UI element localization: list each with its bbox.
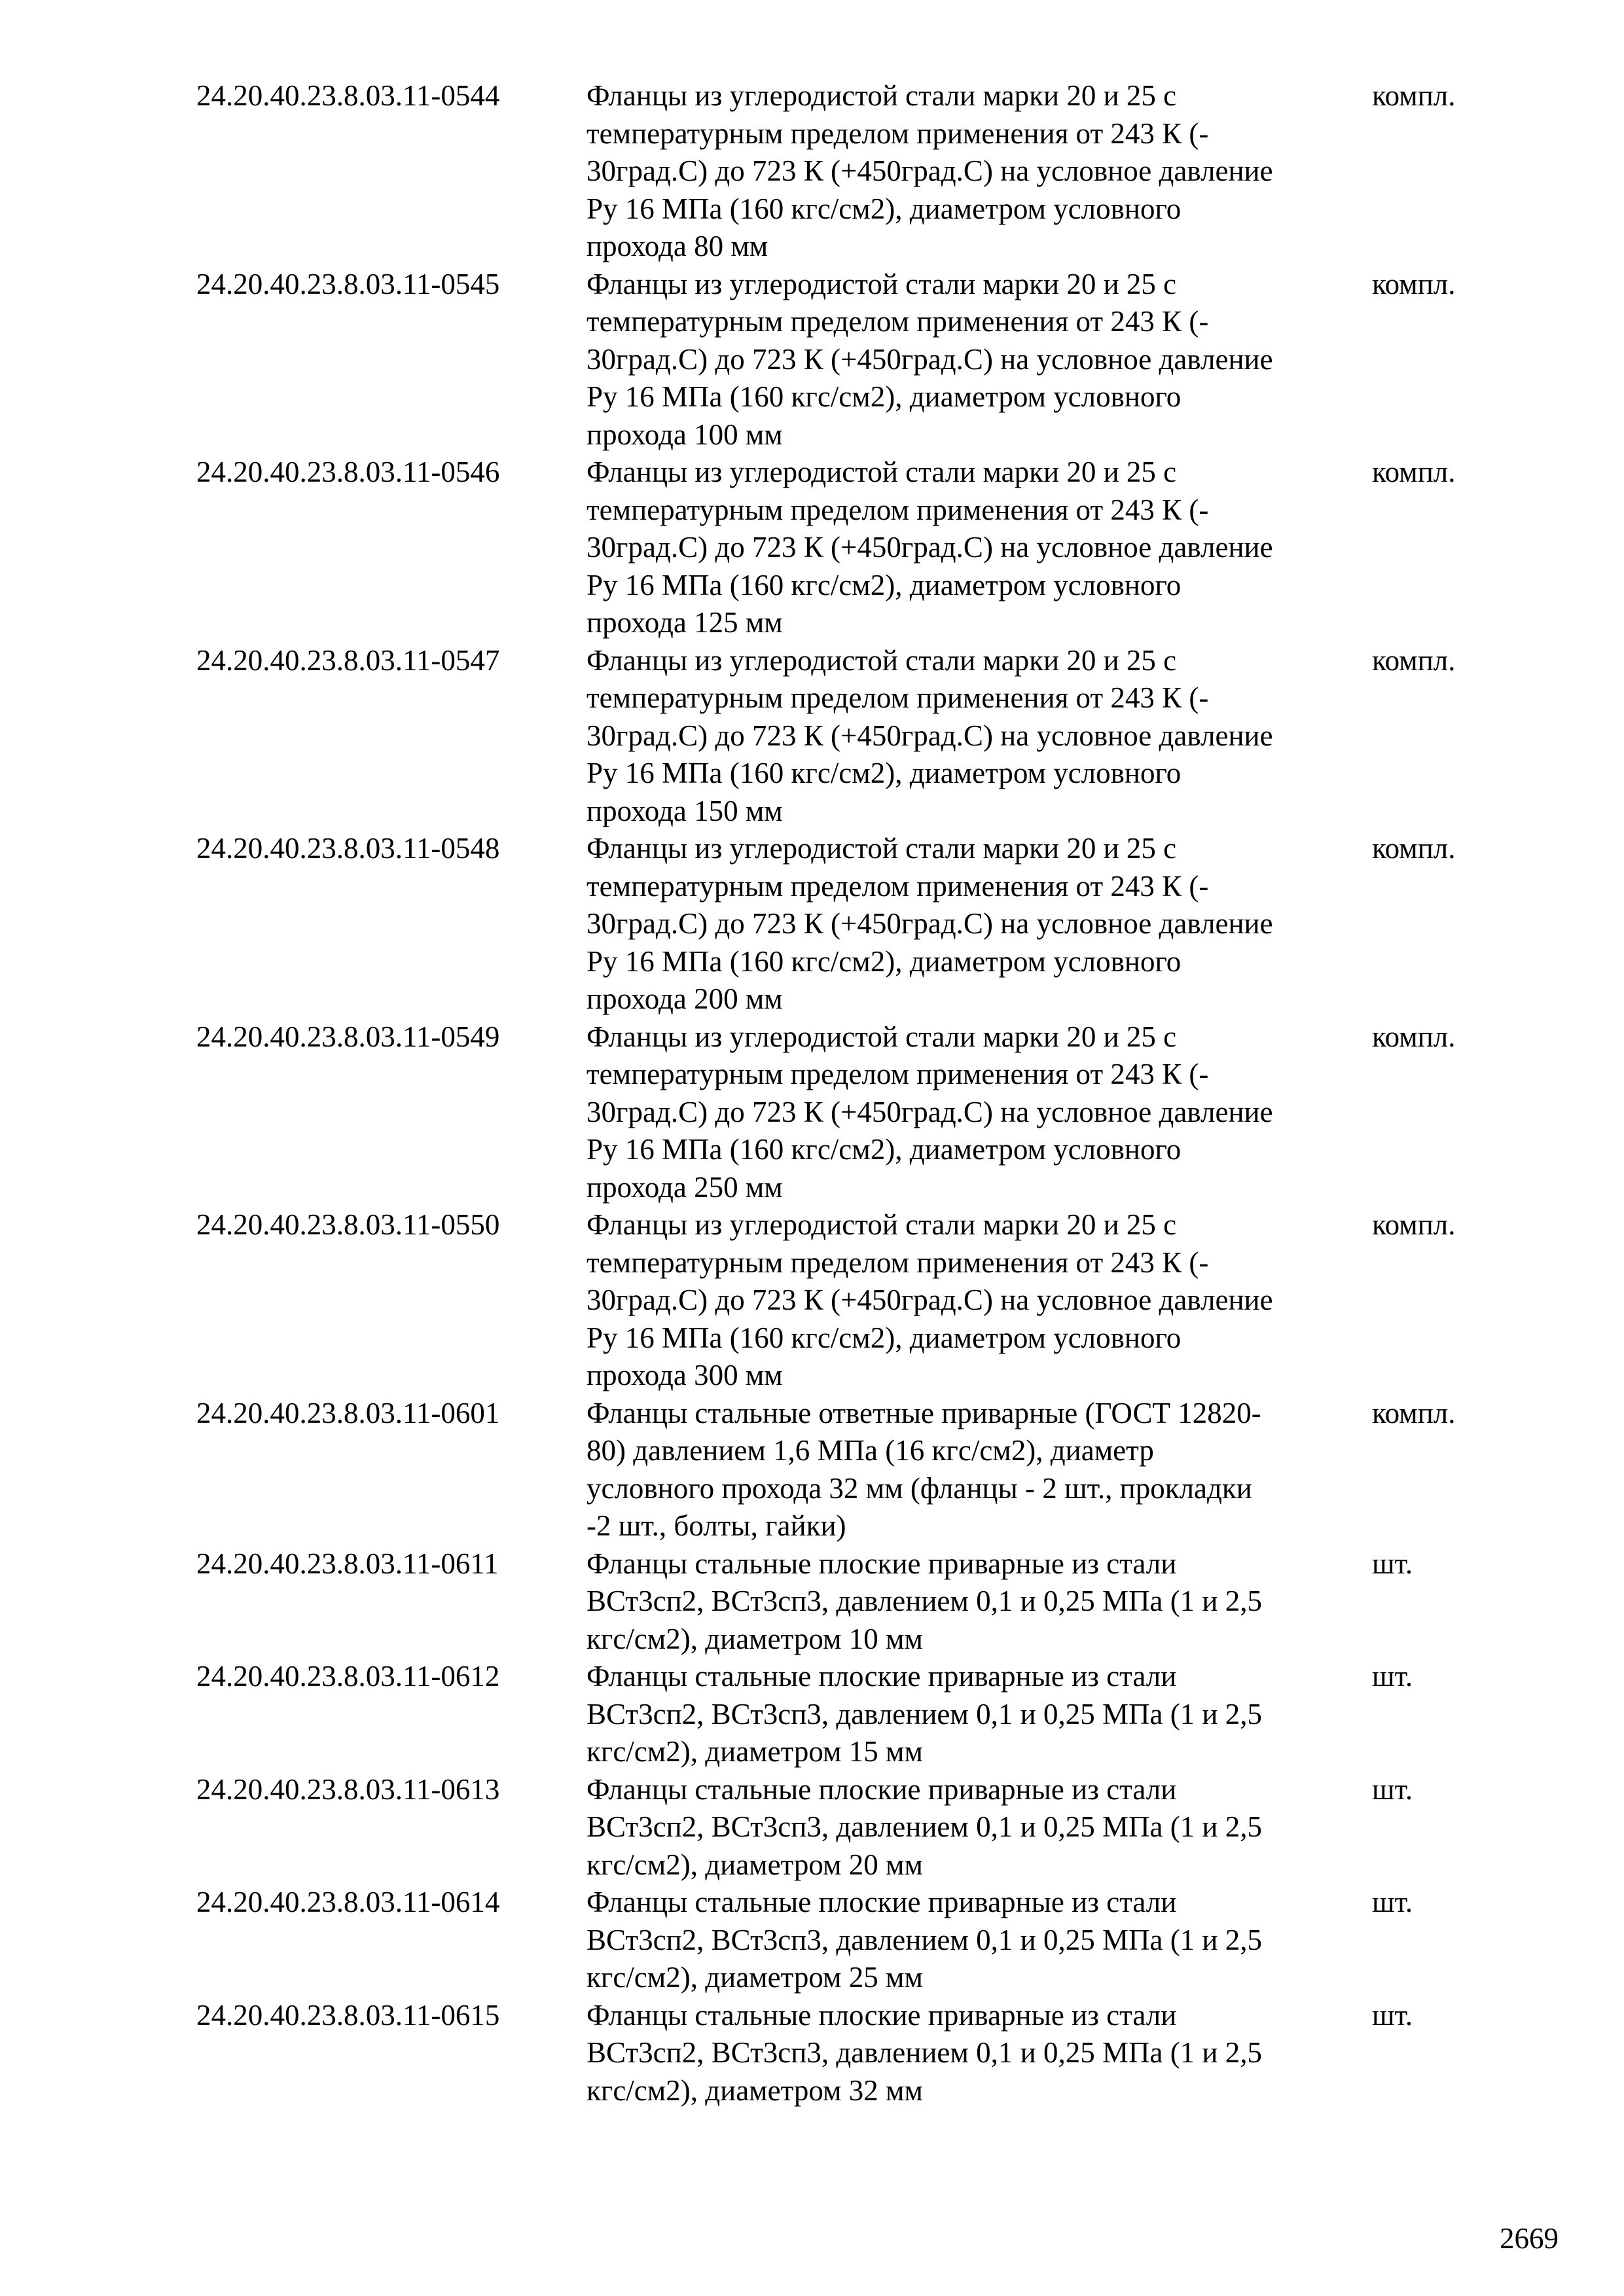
item-unit: компл. (1372, 79, 1456, 112)
item-code: 24.20.40.23.8.03.11-0544 (196, 79, 500, 112)
item-description: Фланцы из углеродистой стали марки 20 и 25 с температурным пределом применения от 243 К (- 30град.С) до 723 К (+450град.С) на условное давление Ру 16 МПа (160 кгс/см2), диаметром условного прохода 80 мм (586, 79, 1273, 262)
item-code: 24.20.40.23.8.03.11-0550 (196, 1208, 500, 1241)
item-description: Фланцы из углеродистой стали марки 20 и 25 с температурным пределом применения от 243 К (- 30град.С) до 723 К (+450град.С) на условное давление Ру 16 МПа (160 кгс/см2), диаметром условного прохода 100 мм (586, 267, 1273, 451)
list-item (196, 1395, 1479, 1545)
item-code: 24.20.40.23.8.03.11-0611 (196, 1547, 499, 1580)
item-code: 24.20.40.23.8.03.11-0612 (196, 1660, 500, 1693)
item-code: 24.20.40.23.8.03.11-0615 (196, 1998, 500, 2032)
item-unit: шт. (1372, 1660, 1413, 1693)
item-unit: компл. (1372, 1020, 1456, 1053)
item-description: Фланцы стальные плоские приварные из стали ВСт3сп2, ВСт3сп3, давлением 0,1 и 0,25 МПа (1 и 2,5 кгс/см2), диаметром 10 мм (586, 1547, 1263, 1655)
item-unit: компл. (1372, 643, 1456, 677)
list-item (196, 266, 1479, 454)
list-item (196, 1206, 1479, 1395)
list-item (196, 1884, 1479, 1997)
item-description: Фланцы из углеродистой стали марки 20 и 25 с температурным пределом применения от 243 К (- 30град.С) до 723 К (+450град.С) на условное давление Ру 16 МПа (160 кгс/см2), диаметром условного прохода 300 мм (586, 1208, 1273, 1391)
item-description: Фланцы стальные плоские приварные из стали ВСт3сп2, ВСт3сп3, давлением 0,1 и 0,25 МПа (1 и 2,5 кгс/см2), диаметром 32 мм (586, 1998, 1263, 2107)
item-unit: компл. (1372, 832, 1456, 865)
item-description: Фланцы стальные плоские приварные из стали ВСт3сп2, ВСт3сп3, давлением 0,1 и 0,25 МПа (1 и 2,5 кгс/см2), диаметром 15 мм (586, 1660, 1263, 1768)
item-code: 24.20.40.23.8.03.11-0546 (196, 456, 500, 488)
item-description: Фланцы стальные плоские приварные из стали ВСт3сп2, ВСт3сп3, давлением 0,1 и 0,25 МПа (1 и 2,5 кгс/см2), диаметром 25 мм (586, 1886, 1263, 1994)
item-description: Фланцы из углеродистой стали марки 20 и 25 с температурным пределом применения от 243 К (- 30град.С) до 723 К (+450град.С) на условное давление Ру 16 МПа (160 кгс/см2), диаметром условного прохода 250 мм (586, 1020, 1273, 1204)
item-unit: компл. (1372, 1208, 1456, 1241)
item-code: 24.20.40.23.8.03.11-0549 (196, 1020, 500, 1053)
item-unit: компл. (1372, 1396, 1456, 1429)
item-unit: шт. (1372, 1547, 1413, 1580)
item-description: Фланцы из углеродистой стали марки 20 и 25 с температурным пределом применения от 243 К (- 30град.С) до 723 К (+450град.С) на условное давление Ру 16 МПа (160 кгс/см2), диаметром условного прохода 150 мм (586, 643, 1273, 827)
list-item (196, 454, 1479, 642)
list-item (196, 77, 1479, 266)
item-code: 24.20.40.23.8.03.11-0613 (196, 1772, 500, 1806)
item-unit: компл. (1372, 456, 1456, 488)
item-description: Фланцы стальные ответные приварные (ГОСТ 12820- 80) давлением 1,6 МПа (16 кгс/см2), диаметр условного прохода 32 мм (фланцы - 2 шт., прокладки -2 шт., болты, гайки) (586, 1396, 1261, 1542)
list-item (196, 1018, 1479, 1207)
list-item (196, 1545, 1479, 1659)
item-description: Фланцы из углеродистой стали марки 20 и 25 с температурным пределом применения от 243 К (- 30град.С) до 723 К (+450град.С) на условное давление Ру 16 МПа (160 кгс/см2), диаметром условного прохода 200 мм (586, 832, 1273, 1015)
item-unit: шт. (1372, 1772, 1413, 1806)
list-item (196, 642, 1479, 831)
item-code: 24.20.40.23.8.03.11-0545 (196, 267, 500, 300)
item-unit: компл. (1372, 267, 1456, 300)
price-list (196, 77, 1479, 2109)
item-code: 24.20.40.23.8.03.11-0601 (196, 1396, 500, 1429)
item-code: 24.20.40.23.8.03.11-0548 (196, 832, 500, 865)
item-unit: шт. (1372, 1998, 1413, 2032)
list-item (196, 1771, 1479, 1884)
item-description: Фланцы из углеродистой стали марки 20 и 25 с температурным пределом применения от 243 К (- 30град.С) до 723 К (+450град.С) на условное давление Ру 16 МПа (160 кгс/см2), диаметром условного прохода 125 мм (586, 456, 1273, 639)
list-item (196, 830, 1479, 1018)
item-code: 24.20.40.23.8.03.11-0547 (196, 643, 500, 677)
item-code: 24.20.40.23.8.03.11-0614 (196, 1886, 500, 1918)
list-item (196, 1658, 1479, 1771)
page-number: 2669 (1500, 2222, 1559, 2255)
item-description: Фланцы стальные плоские приварные из стали ВСт3сп2, ВСт3сп3, давлением 0,1 и 0,25 МПа (1 и 2,5 кгс/см2), диаметром 20 мм (586, 1772, 1263, 1881)
item-unit: шт. (1372, 1886, 1413, 1918)
list-item (196, 1997, 1479, 2110)
